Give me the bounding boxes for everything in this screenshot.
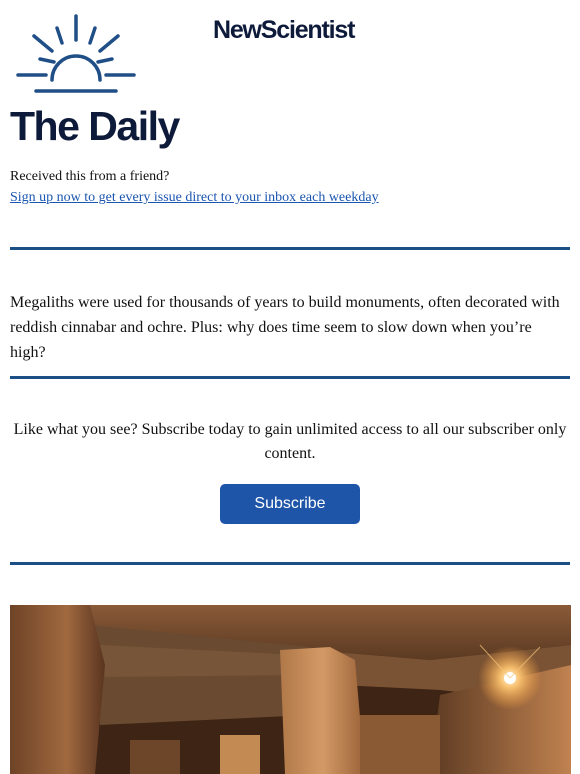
newsletter-title: The Daily — [10, 103, 179, 149]
signup-link[interactable]: Sign up now to get every issue direct to your inbox each weekday — [10, 190, 379, 205]
subscribe-button[interactable]: Subscribe — [220, 484, 360, 524]
received-text: Received this from a friend? — [10, 169, 170, 184]
section-divider — [10, 247, 570, 250]
megalith-photo[interactable] — [10, 605, 571, 774]
brand-logo[interactable]: NewScientist — [213, 16, 355, 44]
megalith-photo-illustration — [10, 605, 571, 774]
sunrise-icon — [14, 14, 138, 96]
intro-text: Megaliths were used for thousands of years to build monuments, often decorated with reddish cinnabar and ochre. Plus: why does time seem to slow down when you’re high? — [10, 294, 560, 361]
section-divider — [10, 562, 570, 565]
subscribe-promo-text: Like what you see? Subscribe today to gain unlimited access to all our subscriber only content. — [13, 421, 567, 462]
newsletter-header — [0, 0, 580, 160]
section-divider — [10, 376, 570, 379]
